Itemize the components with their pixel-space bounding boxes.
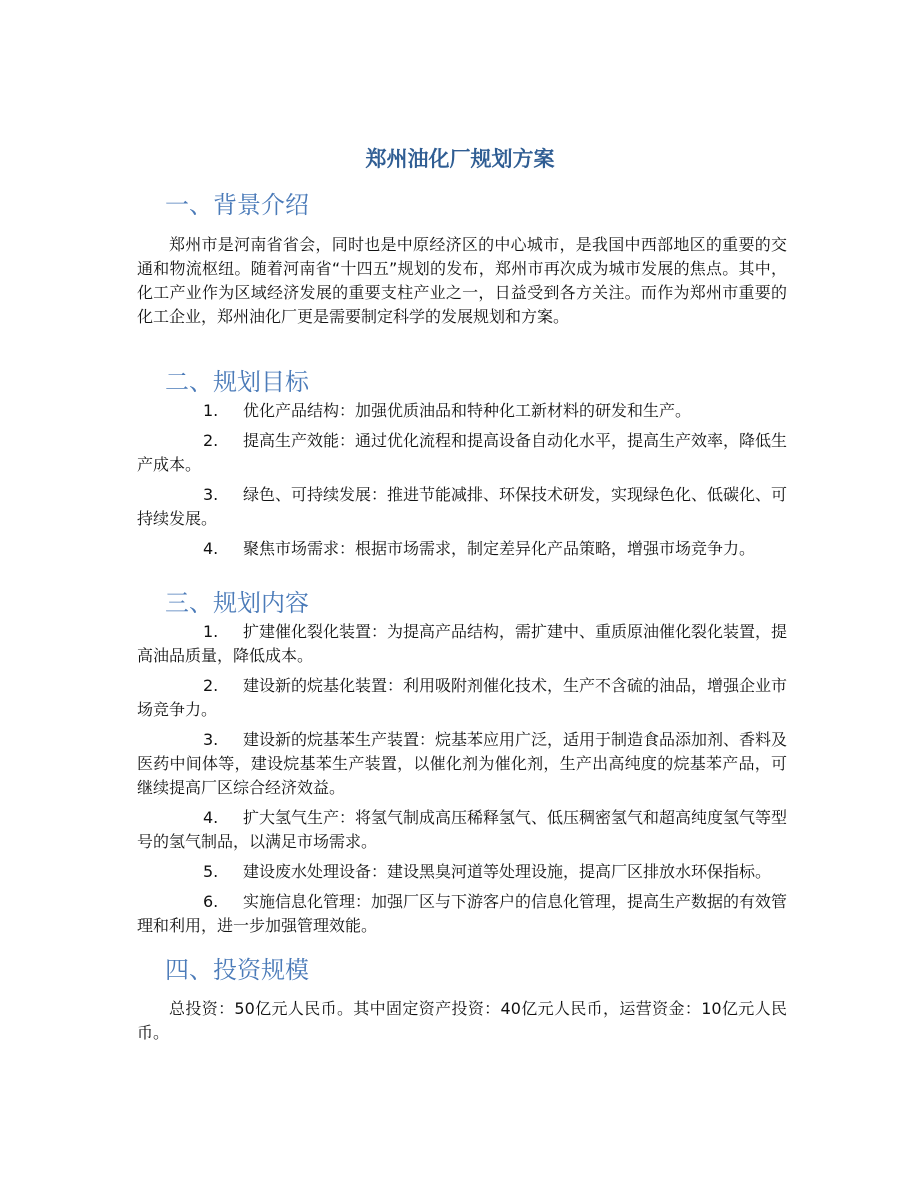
list-item-number: 2. — [203, 431, 219, 450]
goals-list — [137, 399, 787, 561]
section-heading: 二、规划目标 — [165, 368, 309, 396]
list-item-number: 1. — [203, 401, 219, 420]
section-paragraph: 郑州市是河南省省会，同时也是中原经济区的中心城市，是我国中西部地区的重要的交通和物流枢纽。随着河南省“十四五”规划的发布，郑州市再次成为城市发展的焦点。其中，化工产业作为区域经济发展的重要支柱产业之一，日益受到各方关注。而作为郑州市重要的化工企业，郑州油化厂更是需要制定科学的发展规划和方案。 — [137, 235, 787, 326]
list-item-text: 建设废水处理设备：建设黑臭河道等处理设施，提高厂区排放水环保指标。 — [243, 862, 772, 881]
list-item — [137, 860, 787, 884]
list-item-number: 4. — [203, 808, 219, 827]
section-background — [137, 188, 787, 329]
section-investment — [137, 953, 787, 1045]
section-paragraph: 总投资：50亿元人民币。其中固定资产投资：40亿元人民币，运营资金：10亿元人民币。 — [137, 999, 787, 1042]
list-item-text: 聚焦市场需求：根据市场需求，制定差异化产品策略，增强市场竞争力。 — [243, 539, 756, 558]
list-item-number: 3. — [203, 485, 219, 504]
list-item — [137, 537, 787, 561]
list-item — [137, 806, 787, 854]
list-item-text: 扩建催化裂化装置：为提高产品结构，需扩建中、重质原油催化裂化装置，提高油品质量，降低成本。 — [137, 622, 788, 665]
list-item-number: 2. — [203, 676, 219, 695]
section-content — [137, 586, 787, 944]
list-item-text: 实施信息化管理：加强厂区与下游客户的信息化管理，提高生产数据的有效管理和利用，进一步加强管理效能。 — [137, 892, 788, 935]
list-item — [137, 399, 787, 423]
list-item-text: 扩大氢气生产：将氢气制成高压稀释氢气、低压稠密氢气和超高纯度氢气等型号的氢气制品，以满足市场需求。 — [137, 808, 788, 851]
list-item-number: 3. — [203, 730, 219, 749]
list-item-text: 提高生产效能：通过优化流程和提高设备自动化水平，提高生产效率，降低生产成本。 — [137, 431, 788, 474]
list-item-text: 优化产品结构：加强优质油品和特种化工新材料的研发和生产。 — [243, 401, 692, 420]
list-item-text: 建设新的烷基化装置：利用吸附剂催化技术，生产不含硫的油品，增强企业市场竞争力。 — [137, 676, 788, 719]
list-item — [137, 429, 787, 477]
list-item-number: 4. — [203, 539, 219, 558]
list-item — [137, 674, 787, 722]
list-item-number: 5. — [203, 862, 219, 881]
content-list — [137, 620, 787, 938]
section-heading: 一、背景介绍 — [165, 191, 309, 219]
list-item-text: 绿色、可持续发展：推进节能减排、环保技术研发，实现绿色化、低碳化、可持续发展。 — [137, 485, 788, 528]
list-item — [137, 620, 787, 668]
list-item-text: 建设新的烷基苯生产装置：烷基苯应用广泛，适用于制造食品添加剂、香料及医药中间体等，建设烷基苯生产装置，以催化剂为催化剂，生产出高纯度的烷基苯产品，可继续提高厂区综合经济效益。 — [137, 730, 788, 797]
list-item — [137, 890, 787, 938]
list-item — [137, 728, 787, 800]
section-heading: 四、投资规模 — [165, 956, 309, 984]
section-heading: 三、规划内容 — [165, 589, 309, 617]
section-goals — [137, 365, 787, 567]
list-item — [137, 483, 787, 531]
document-title: 郑州油化厂规划方案 — [365, 147, 555, 171]
list-item-number: 1. — [203, 622, 219, 641]
list-item-number: 6. — [203, 892, 219, 911]
